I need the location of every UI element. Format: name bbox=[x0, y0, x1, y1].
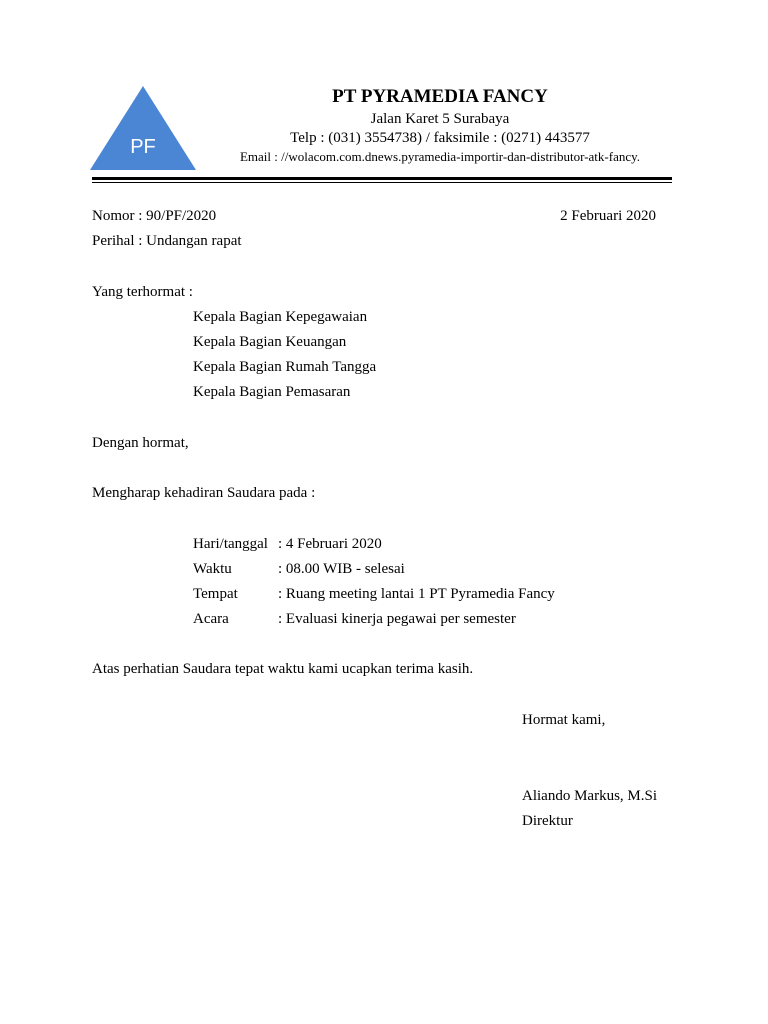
greeting: Dengan hormat, bbox=[92, 435, 189, 451]
letter-number: Nomor : 90/PF/2020 bbox=[92, 208, 217, 224]
company-phone: Telp : (031) 3554738) / faksimile : (0271) 443577 bbox=[290, 130, 590, 146]
recipient-item: Kepala Bagian Kepegawaian bbox=[193, 309, 368, 325]
detail-label-date: Hari/tanggal bbox=[193, 536, 268, 552]
closing-text: Atas perhatian Saudara tepat waktu kami ucapkan terima kasih. bbox=[92, 661, 474, 677]
signatory-name: Aliando Markus, M.Si bbox=[522, 788, 657, 804]
detail-value-date: : 4 Februari 2020 bbox=[278, 536, 382, 552]
recipient-item: Kepala Bagian Rumah Tangga bbox=[193, 359, 377, 375]
recipients-heading: Yang terhormat : bbox=[92, 284, 193, 300]
logo-text: PF bbox=[130, 136, 156, 158]
detail-value-place: : Ruang meeting lantai 1 PT Pyramedia Fancy bbox=[278, 586, 555, 602]
company-email: Email : //wolacom.com.dnews.pyramedia-importir-dan-distributor-atk-fancy. bbox=[239, 149, 641, 164]
letter-date: 2 Februari 2020 bbox=[560, 208, 656, 224]
detail-label-agenda: Acara bbox=[193, 611, 229, 627]
recipient-item: Kepala Bagian Pemasaran bbox=[193, 384, 351, 400]
company-address: Jalan Karet 5 Surabaya bbox=[370, 111, 510, 127]
letterhead-divider-thin bbox=[92, 182, 672, 183]
recipient-item: Kepala Bagian Keuangan bbox=[193, 334, 347, 350]
letter-subject: Perihal : Undangan rapat bbox=[92, 233, 242, 249]
signatory-title: Direktur bbox=[522, 813, 573, 829]
intro-text: Mengharap kehadiran Saudara pada : bbox=[92, 485, 316, 501]
company-name: PT PYRAMEDIA FANCY bbox=[332, 86, 548, 107]
letterhead-divider-thick bbox=[92, 177, 672, 180]
detail-label-time: Waktu bbox=[193, 561, 232, 577]
detail-label-place: Tempat bbox=[193, 586, 238, 602]
detail-value-agenda: : Evaluasi kinerja pegawai per semester bbox=[278, 611, 516, 627]
detail-value-time: : 08.00 WIB - selesai bbox=[278, 561, 405, 577]
signature-salutation: Hormat kami, bbox=[522, 712, 606, 728]
